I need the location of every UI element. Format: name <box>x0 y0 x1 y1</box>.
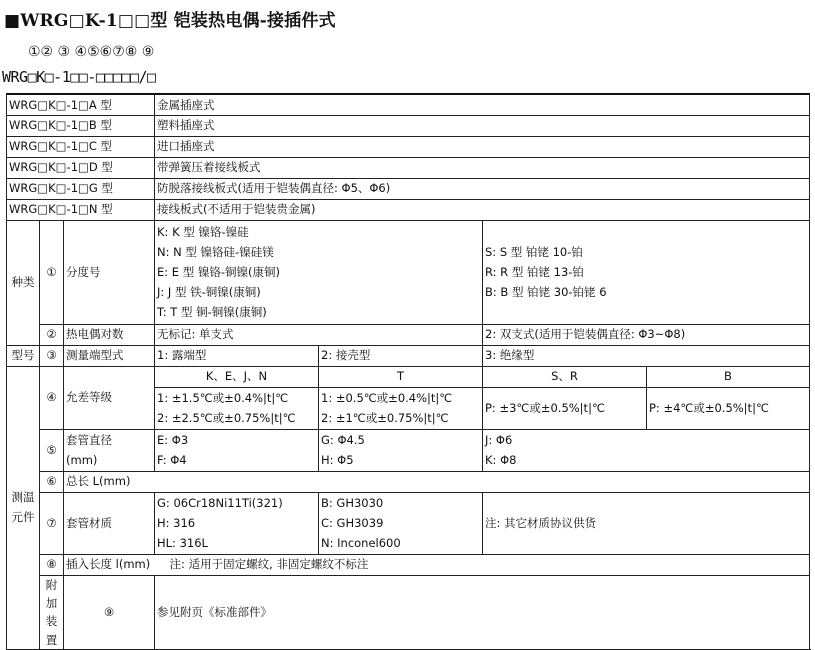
sheath-diameter-col1 <box>155 429 319 471</box>
tolerance-header: B <box>647 366 810 387</box>
sheath-material-col1 <box>155 492 319 554</box>
diameter-item: H: Φ5 <box>321 453 354 467</box>
model-desc: 防脱落接线板式(适用于铠装偶直径: Φ5、Φ6) <box>155 178 810 199</box>
diameter-item: J: Φ6 <box>485 433 513 447</box>
sheath-diameter-row <box>7 429 810 471</box>
sheath-material-col2 <box>319 492 483 554</box>
marker-2: ② <box>40 324 64 345</box>
model-row <box>7 178 810 199</box>
marker-4: ④ <box>40 366 64 429</box>
graduation-right <box>483 220 810 324</box>
tolerance-kejn <box>155 387 319 429</box>
measuring-end-row <box>7 345 810 366</box>
material-item: HL: 316L <box>157 536 208 550</box>
graduation-row <box>7 220 810 324</box>
graduation-item: K: K 型 镍铬-镍硅 <box>157 225 249 239</box>
material-item: B: GH3030 <box>321 496 384 510</box>
marker-5: ⑤ <box>40 429 64 471</box>
sheath-diameter-label <box>64 429 155 471</box>
diameter-item: G: Φ4.5 <box>321 433 365 447</box>
sheath-diameter-unit: (mm) <box>66 453 98 467</box>
model-row <box>7 199 810 220</box>
measuring-end-c: 3: 绝缘型 <box>483 345 810 366</box>
model-code: WRG□K□-1□G 型 <box>7 178 155 199</box>
graduation-left <box>155 220 483 324</box>
insertion-text <box>64 554 810 575</box>
sheath-material-row <box>7 492 810 554</box>
insertion-label: 插入长度 l(mm) <box>66 557 151 572</box>
model-code-template: WRG□K□-1□□-□□□□□/□ <box>2 68 156 86</box>
model-row <box>7 157 810 178</box>
model-desc: 接线板式(不适用于铠装贵金属) <box>155 199 810 220</box>
graduation-item: R: R 型 铂铑 13-铂 <box>485 265 584 279</box>
graduation-item: E: E 型 镍铬-铜镍(康铜) <box>157 265 280 279</box>
sheath-diameter-title: 套管直径 <box>66 433 112 447</box>
pairs-row <box>7 324 810 345</box>
group-kind: 种类 <box>7 220 40 345</box>
pairs-double: 2: 双支式(适用于铠装偶直径: Φ3~Φ8) <box>483 324 810 345</box>
marker-9: ⑨ <box>64 575 155 650</box>
graduation-item: N: N 型 镍铬硅-镍硅镁 <box>157 245 274 259</box>
accessory-row <box>7 575 810 650</box>
pairs-single: 无标记: 单支式 <box>155 324 483 345</box>
diameter-item: E: Φ3 <box>157 433 189 447</box>
page-title: ■WRG□K-1□□型 铠装热电偶-接插件式 <box>4 11 336 31</box>
measuring-end-label: 测量端型式 <box>64 345 155 366</box>
tolerance-item: 1: ±1.5℃或±0.4%|t|℃ <box>157 391 289 405</box>
marker-1: ① <box>40 220 64 324</box>
insertion-row <box>7 554 810 575</box>
group-accessory: 附加装置 <box>40 575 64 650</box>
insertion-note: 注: 适用于固定螺纹, 非固定螺纹不标注 <box>169 557 369 572</box>
marker-6: ⑥ <box>40 471 64 492</box>
sheath-diameter-col2 <box>319 429 483 471</box>
graduation-item: T: T 型 铜-铜镍(康铜) <box>157 305 267 319</box>
tolerance-header: K、E、J、N <box>155 366 319 387</box>
graduation-item: S: S 型 铂铑 10-铂 <box>485 245 583 259</box>
model-row <box>7 94 810 115</box>
material-item: H: 316 <box>157 516 196 530</box>
tolerance-header: S、R <box>483 366 647 387</box>
model-desc: 金属插座式 <box>155 94 810 115</box>
material-item: G: 06Cr18Ni11Ti(321) <box>157 496 283 510</box>
tolerance-header: T <box>319 366 483 387</box>
graduation-label: 分度号 <box>64 220 155 324</box>
diameter-item: F: Φ4 <box>157 453 187 467</box>
total-length-label: 总长 L(mm) <box>64 471 810 492</box>
model-row <box>7 115 810 136</box>
sheath-diameter-col3 <box>483 429 810 471</box>
tolerance-sr: P: ±3℃或±0.5%|t|℃ <box>483 387 647 429</box>
specification-table <box>6 93 810 650</box>
position-markers: ①② ③ ④⑤⑥⑦⑧ ⑨ <box>28 44 155 60</box>
sheath-material-label: 套管材质 <box>64 492 155 554</box>
tolerance-item: 2: ±1℃或±0.75%|t|℃ <box>321 411 449 425</box>
tolerance-item: 1: ±0.5℃或±0.4%|t|℃ <box>321 391 453 405</box>
graduation-item: B: B 型 铂铑 30-铂铑 6 <box>485 285 607 299</box>
sheath-material-note: 注: 其它材质协议供货 <box>483 492 810 554</box>
group-element: 测温元件 <box>7 366 40 650</box>
total-length-row <box>7 471 810 492</box>
marker-7: ⑦ <box>40 492 64 554</box>
marker-8: ⑧ <box>40 554 64 575</box>
model-code: WRG□K□-1□N 型 <box>7 199 155 220</box>
model-desc: 塑料插座式 <box>155 115 810 136</box>
model-desc: 带弹簧压着接线板式 <box>155 157 810 178</box>
pairs-label: 热电偶对数 <box>64 324 155 345</box>
tolerance-label: 允差等级 <box>64 366 155 429</box>
marker-3: ③ <box>40 345 64 366</box>
tolerance-item: 2: ±2.5℃或±0.75%|t|℃ <box>157 411 296 425</box>
diameter-item: K: Φ8 <box>485 453 517 467</box>
measuring-end-b: 2: 接壳型 <box>319 345 483 366</box>
material-item: N: Inconel600 <box>321 536 401 550</box>
graduation-item: J: J 型 铁-铜镍(康铜) <box>157 285 261 299</box>
model-code: WRG□K□-1□D 型 <box>7 157 155 178</box>
accessory-text: 参见附页《标准部件》 <box>155 575 810 650</box>
tolerance-header-row <box>7 366 810 387</box>
model-desc: 进口插座式 <box>155 136 810 157</box>
model-row <box>7 136 810 157</box>
group-model: 型号 <box>7 345 40 366</box>
model-code: WRG□K□-1□B 型 <box>7 115 155 136</box>
measuring-end-a: 1: 露端型 <box>155 345 319 366</box>
tolerance-t <box>319 387 483 429</box>
tolerance-b: P: ±4℃或±0.5%|t|℃ <box>647 387 810 429</box>
material-item: C: GH3039 <box>321 516 384 530</box>
model-code: WRG□K□-1□A 型 <box>7 94 155 115</box>
model-code: WRG□K□-1□C 型 <box>7 136 155 157</box>
